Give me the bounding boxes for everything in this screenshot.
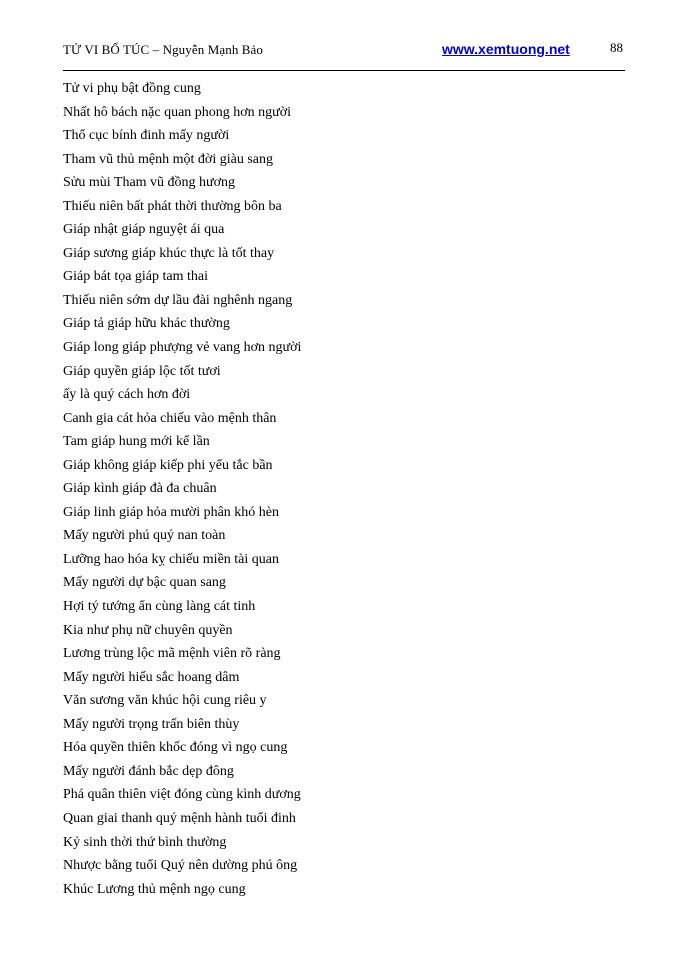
text-line: Giáp không giáp kiếp phi yểu tắc bần <box>63 457 273 473</box>
page-header <box>63 42 625 62</box>
text-line: Hóa quyền thiên khốc đóng vì ngọ cung <box>63 740 288 756</box>
text-line: Giáp long giáp phượng vẻ vang hơn người <box>63 340 302 356</box>
header-title: TỬ VI BỔ TÚC – Nguyễn Mạnh Bảo <box>63 42 264 57</box>
text-line: Giáp kình giáp đà đa chuân <box>63 481 217 497</box>
text-line: Mấy người đánh bắc dẹp đông <box>63 763 234 779</box>
text-line: Tham vũ thủ mệnh một đời giàu sang <box>63 151 273 167</box>
text-line: Giáp nhật giáp nguyệt ái qua <box>63 222 225 238</box>
text-line: Mấy người trọng trấn biên thùy <box>63 716 240 732</box>
text-line: ấy là quý cách hơn đời <box>63 387 191 403</box>
text-line: Lương trùng lộc mã mệnh viên rõ ràng <box>63 646 281 662</box>
text-line: Quan giai thanh quý mệnh hành tuổi đinh <box>63 810 296 826</box>
text-line: Tam giáp hung mới kể lần <box>63 434 210 450</box>
text-line: Mấy người dự bậc quan sang <box>63 575 226 591</box>
website-link[interactable]: www.xemtuong.net <box>442 41 570 57</box>
poem-text <box>63 77 623 901</box>
text-line: Nhược bằng tuổi Quý nên dường phú ông <box>63 858 298 874</box>
text-line: Mấy người phú quý nan toàn <box>63 528 226 544</box>
text-line: Nhất hô bách nặc quan phong hơn người <box>63 104 292 120</box>
text-line: Lưỡng hao hóa kỵ chiếu miền tài quan <box>63 551 279 567</box>
text-line: Giáp linh giáp hỏa mười phân khó hèn <box>63 504 280 520</box>
text-line: Văn sương văn khúc hội cung riêu y <box>63 693 267 709</box>
text-line: Thổ cục bính đinh mấy người <box>63 128 230 144</box>
text-line: Thiếu niên sớm dự lầu đài nghênh ngang <box>63 292 293 308</box>
text-line: Giáp quyền giáp lộc tốt tươi <box>63 363 221 379</box>
header-divider <box>63 70 625 71</box>
text-line: Sửu mùi Tham vũ đồng hương <box>63 175 236 191</box>
text-line: Giáp bát tọa giáp tam thai <box>63 269 209 285</box>
text-line: Thiếu niên bất phát thời thường bôn ba <box>63 198 282 214</box>
text-line: Hợi tý tướng ẩn cùng làng cát tinh <box>63 599 256 615</box>
text-line: Tử vi phụ bật đồng cung <box>63 81 201 96</box>
text-line: Giáp sương giáp khúc thực là tốt thay <box>63 245 275 261</box>
text-line: Giáp tả giáp hữu khác thường <box>63 316 230 332</box>
text-line: Phá quân thiên việt đóng cùng kình dương <box>63 787 301 803</box>
text-line: Kỷ sinh thời thứ bình thường <box>63 834 227 850</box>
text-line: Kia như phụ nữ chuyên quyền <box>63 622 233 638</box>
text-line: Canh gia cát hỏa chiếu vào mệnh thân <box>63 410 277 426</box>
text-line: Khúc Lương thủ mệnh ngọ cung <box>63 881 246 897</box>
page-number: 88 <box>610 40 623 55</box>
text-line: Mấy người hiếu sắc hoang dâm <box>63 669 240 685</box>
